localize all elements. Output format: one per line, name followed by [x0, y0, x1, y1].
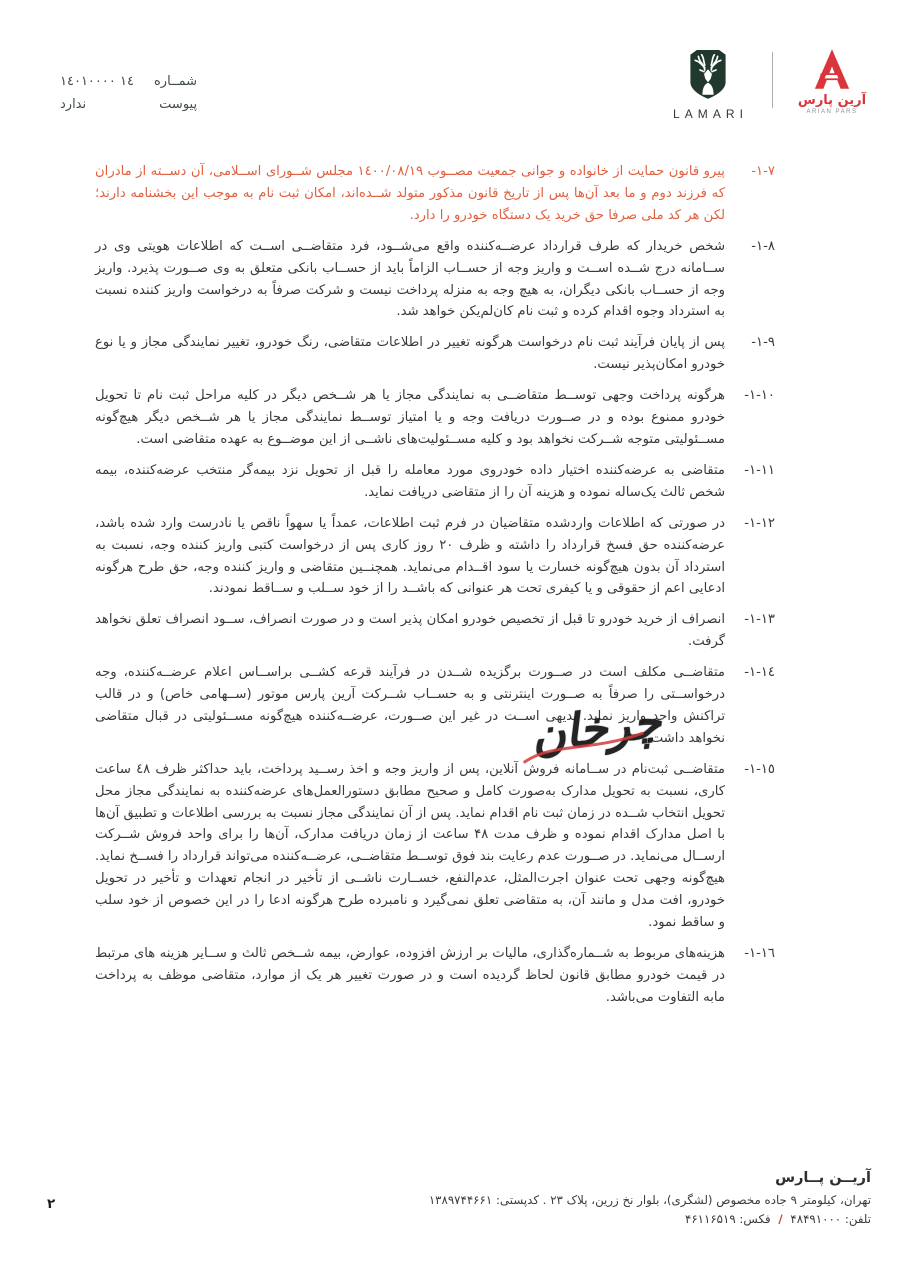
clause-row	[95, 332, 775, 376]
watermark-calligraphy-text: چرخان	[528, 693, 664, 763]
clause-number: ٨-١-	[751, 238, 775, 254]
footer-contact-line	[429, 1212, 871, 1226]
clause-row	[95, 759, 775, 934]
clause-text: هزینه‌های مربوط به شــماره‌گذاری، مالیات بر ارزش افزوده، عوارض، بیمه شــخص ثالث و ســایر هزینه های مرتبط در قیمت خودرو مطابق قانون لحاظ گردیده است و در صورت تغییر هر یک از موارد، متقاضی موظف به پرداخت مابه التفاوت می‌باشد.	[95, 946, 725, 1005]
page-number: ۲	[47, 1196, 56, 1212]
clause-row	[95, 662, 775, 750]
arian-pars-farsi-wordmark: آرین پارس	[797, 93, 867, 108]
letter-reference-block	[60, 74, 197, 112]
clause-number: ١٢-١-	[744, 515, 775, 531]
clause-number: ١١-١-	[744, 462, 775, 478]
clause-text: متقاضــی مکلف است در صــورت برگزیده شــدن در فرآیند قرعه کشــی براســاس اعلام عرضــه‌کننده، وجه درخواســتی را صرفاً به صــورت اینترنتی و به حســاب شــرکت آرین پارس موتور (ســهامی خاص) و در قالب تراکنش واحد واریز نماید. بدیهی اســت در غیر این صــورت، عرضــه‌کننده هیچ‌گونه مســئولیتی در قبال متقاضی نخواهد داشت.	[95, 665, 725, 746]
lamari-logo	[660, 48, 756, 121]
clause-number: ١٥-١-	[744, 761, 775, 777]
clause-number: ١٤-١-	[744, 665, 775, 681]
clause-row	[95, 236, 775, 324]
footer-company-name: آریــن پــارس	[775, 1170, 871, 1186]
attachment-label: پیوست	[159, 97, 198, 112]
clause-row	[95, 161, 775, 227]
footer-fax: فکس: ۴۶۱۱۶۵۱۹	[684, 1212, 771, 1226]
clause-number: ١٠-١-	[744, 388, 775, 404]
clause-text: هرگونه پرداخت وجهی توســط متقاضــی به نمایندگی مجاز یا هر شــخص دیگر در کلیه مراحل ثبت نام تا تحویل خودرو ممنوع بوده و در صــورت دریافت وجه و یا امتیاز توســط نمایندگی مجاز یا هر شــخص دیگر هیچ‌گونه مســئولیتی متوجه شــرکت نخواهد بود و کلیه مســئولیت‌های ناشــی از این موضــوع به عهده متقاضی است.	[95, 388, 725, 447]
footer-slash-separator: /	[778, 1212, 783, 1226]
clause-text: انصراف از خرید خودرو تا قبل از تخصیص خودرو امکان پذیر است و در صورت انصراف، ســود انصراف تعلق نخواهد گرفت.	[95, 612, 725, 650]
clause-row	[95, 513, 775, 601]
footer-address: تهران، کیلومتر ۹ جاده مخصوص (لشگری)، بلوار نخ زرین، پلاک ۲۳ . کدپستی: ۱۳۸۹۷۴۴۶۶۱	[428, 1193, 871, 1207]
clause-text: شخص خریدار که طرف قرارداد عرضــه‌کننده واقع می‌شــود، فرد متقاضــی اســت که اطلاعات هویتی وی در ســامانه درج شــده اســت و واریز وجه از حســاب الزاماً باید از حســاب بانکی متعلق به وی صــورت پذیرد. واریز وجه از حســاب بانکی دیگران، به هیچ وجه به منزله پرداخت نیست و شرکت صرفاً به درخواست واریز کننده نسبت به استرداد وجوه اقدام کرده و ثبت نام کان‌لم‌یکن خواهد شد.	[95, 238, 725, 320]
attachment-value: ندارد	[60, 97, 87, 112]
clause-text: پیرو قانون حمایت از خانواده و جوانی جمعیت مصــوب ١٤٠٠/٠٨/١٩ مجلس شــورای اســلامی، آن دســته از مادران که فرزند دوم و ما بعد آن‌ها پس از تاریخ قانون مذکور متولد شــده‌اند، امکان ثبت نام به موجب این بخشنامه دارند؛ لکن هر کد ملی صرفا حق خرید یک دستگاه خودرو را دارد.	[95, 164, 725, 223]
arian-pars-logo	[789, 48, 875, 115]
clause-text: پس از پایان فرآیند ثبت نام درخواست هرگونه تغییر در اطلاعات متقاضی، رنگ خودرو، تغییر نمایندگی مجاز و یا نوع خودرو امکان‌پذیر نیست.	[95, 335, 725, 373]
lamari-deer-shield-icon	[660, 48, 756, 100]
letterhead-footer	[429, 1170, 871, 1226]
clause-row	[95, 943, 775, 1009]
arian-pars-a-icon	[789, 48, 875, 90]
clause-row	[95, 385, 775, 451]
logo-divider	[772, 52, 773, 108]
clause-text: متقاضی به عرضه‌کننده اختیار داده خودروی مورد معامله را قبل از تحویل نزد بیمه‌گر منتخب عرضه‌کننده، بیمه شخص ثالث یک‌ساله نموده و هزینه آن را از متقاضی دریافت نماید.	[95, 462, 725, 500]
clause-row	[95, 460, 775, 504]
clause-row	[95, 609, 775, 653]
clause-number: ١٣-١-	[744, 612, 775, 628]
clause-number: ٩-١-	[751, 335, 775, 351]
clause-text: متقاضــی ثبت‌نام در ســامانه فروش آنلاین، پس از واریز وجه و اخذ رســید پرداخت، باید حداکثر ظرف ٤٨ ساعت کاری، نسبت به تحویل مدارک به‌صورت کامل و صحیح مطابق دستورالعمل‌های عرضه‌کننده به نمایندگی مجاز محل تحویل انتخاب شــده در زمان ثبت نام اقدام نماید. پس از آن نمایندگی مجاز نسبت به بررسی اطلاعات و تطبیق آن‌ها با اصل مدارک اقدام نموده و ظرف مدت ۴۸ ساعت از زمان دریافت مدارک، آن‌ها را برای واحد فروش شــرکت ارســال می‌نماید. در صــورت عدم رعایت بند فوق توســط متقاضــی، عرضــه‌کننده می‌تواند قرارداد را فســخ نماید. هیچ‌گونه وجهی تحت عنوان اجرت‌المثل، عدم‌النفع، خســارت ناشــی از تأخیر در انجام تعهدات و تأخیر در تحویل خودرو، افت مدل و مانند آن، به متقاضی تعلق نمی‌گیرد و نامبرده طرح هرگونه ادعا را در این خصوص از خود سلب و ساقط نمود.	[95, 761, 725, 931]
arian-pars-english-wordmark: ARIAN PARS	[806, 109, 858, 115]
clause-number: ١٦-١-	[744, 946, 775, 961]
letter-number-label: شمــاره	[154, 74, 198, 89]
lamari-wordmark: LAMARI	[673, 107, 748, 121]
footer-phone: تلفن: ۴۸۴۹۱۰۰۰	[790, 1212, 871, 1226]
contract-clause-list	[95, 161, 775, 1018]
clause-text: در صورتی که اطلاعات واردشده متقاضیان در فرم ثبت اطلاعات، عمداً یا سهواً ناقص یا نادرست وارد شده باشد، عرضه‌کننده حق فسخ قرارداد را داشته و ظرف ٢٠ روز کاری پس از درخواست کتبی واریز کننده وجه، نسبت به استرداد آن بدون هیچ‌گونه خسارت یا سود اقــدام می‌نماید. همچنــین متقاضی و واریز کننده وجه، حق طرح هرگونه ادعایی اعم از حقوقی و یا کیفری تحت هر عنوانی که باشــد را از خود ســلب و ســاقط نمودند.	[95, 515, 725, 597]
letter-number-value: ١٤ ١٤٠١٠٠٠٠	[60, 74, 134, 89]
header-logos	[660, 48, 875, 121]
clause-number: ٧-١-	[751, 164, 775, 179]
